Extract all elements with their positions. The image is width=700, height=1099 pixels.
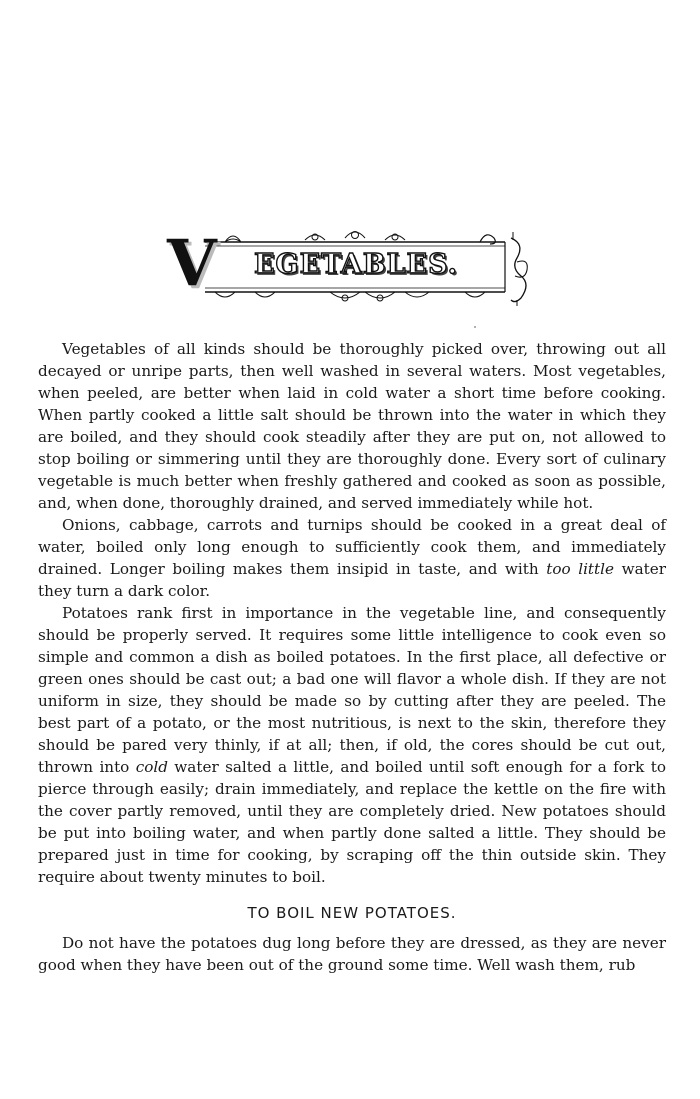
paragraph-2 <box>38 514 666 602</box>
paragraph-3-italic: cold <box>135 758 168 776</box>
paragraph-2-text-b: water they turn a dark color. <box>38 560 667 600</box>
title-ornament-banner <box>165 228 535 308</box>
body-text <box>38 338 666 976</box>
paragraph-1 <box>38 338 666 514</box>
stray-ink-dot <box>474 326 476 328</box>
chapter-title-initial: V <box>167 226 217 301</box>
section-heading: TO BOIL NEW POTATOES. <box>247 904 457 922</box>
paragraph-3-text-a: Potatoes rank first in importance in the vegetable line, and consequently should be properly served. It requires some little intelligence to cook even so simple and common a dish as boiled potatoes. In the first place, all defective or green ones should be cast out; a bad one will flavor a whole dish. If they are not uniform in size, they should be made so by cutting after they are peeled. The best part of a potato, or the most nutritious, is next to the skin, therefore they should be pared very thinly, if at all; then, if old, the cores should be cut out, thrown into <box>38 604 666 776</box>
paragraph-4: Do not have the potatoes dug long before they are dressed, as they are never good when they have been out of the ground some time. Well wash them, rub <box>38 934 666 974</box>
paragraph-1-text: Vegetables of all kinds should be thoroughly picked over, throwing out all decayed or unripe parts, then well washed in several waters. Most vegetables, when peeled, are better when laid in cold water a short time before cooking. When partly cooked a little salt should be thrown into the water in which they are boiled, and they should cook steadily after they are put on, not allowed to stop boiling or simmering until they are thoroughly done. Every sort of culinary vegetable is much better when freshly gathered and cooked as soon as possible, and, when done, thoroughly drained, and served immediately while hot. <box>38 340 666 512</box>
paragraph-2-italic: too little <box>546 560 614 578</box>
paragraph-3 <box>38 602 666 888</box>
paragraph-2-text-a: Onions, cabbage, carrots and turnips should be cooked in a great deal of water, boiled only long enough to sufficiently cook them, and immediately drained. Longer boiling makes them insipid in taste, and with <box>38 516 666 578</box>
chapter-title-rest: EGETABLES. <box>253 248 459 280</box>
paragraph-3-text-b: water salted a little, and boiled until soft enough for a fork to pierce through easily; drain immediately, and replace the kettle on the fire with the cover partly removed, until they are completely dried. New potatoes should be put into boiling water, and when partly done salted a little. They should be prepared just in time for cooking, by scraping off the thin outside skin. They require about twenty minutes to boil. <box>38 758 666 886</box>
chapter-title <box>167 226 501 301</box>
